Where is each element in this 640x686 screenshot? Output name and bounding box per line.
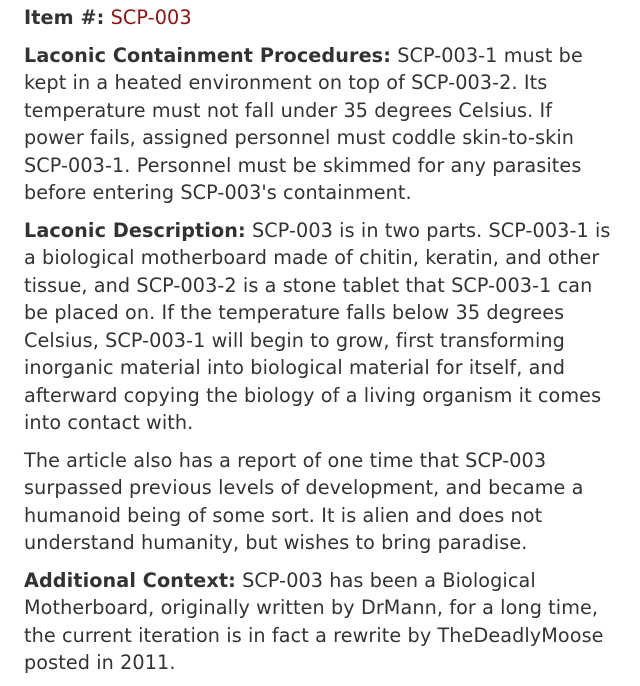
item-number-value: SCP-003 <box>110 6 192 29</box>
containment-procedures-heading: Laconic Containment Procedures: <box>24 43 391 67</box>
description-heading: Laconic Description: <box>24 218 246 242</box>
description-text: SCP-003 is in two parts. SCP-003-1 is a biological motherboard made of chitin, keratin, and other tissue, and SCP-003-2 is a stone tablet that SCP-003-1 can be placed on. If the temperature falls below 35 degrees Celsius, SCP-003-1 will begin to grow, first transforming inorganic material into biological material for itself, and afterward copying the biology of a living organism it comes into contact with. <box>24 218 611 434</box>
item-number-label: Item #: <box>24 6 105 29</box>
report-paragraph <box>24 447 616 557</box>
additional-context-heading: Additional Context: <box>24 568 236 592</box>
additional-context-text: SCP-003 has been a Biological Motherboard, originally written by DrMann, for a long time, the current iteration is in fact a rewrite by TheDeadlyMoose posted in 2011. <box>24 568 604 674</box>
report-text: The article also has a report of one time that SCP-003 surpassed previous levels of development, and became a humanoid being of some sort. It is alien and does not understand humanity, but wishes to bring paradise. <box>24 448 584 554</box>
item-number-line <box>24 0 616 32</box>
containment-procedures-paragraph <box>24 42 616 207</box>
containment-procedures-text: SCP-003-1 must be kept in a heated environment on top of SCP-003-2. Its temperature must not fall under 35 degrees Celsius. If power fails, assigned personnel must coddle skin-to-skin SCP-003-1. Personnel must be skimmed for any parasites before entering SCP-003's containment. <box>24 43 583 204</box>
additional-context-paragraph <box>24 567 616 677</box>
description-paragraph <box>24 217 616 437</box>
